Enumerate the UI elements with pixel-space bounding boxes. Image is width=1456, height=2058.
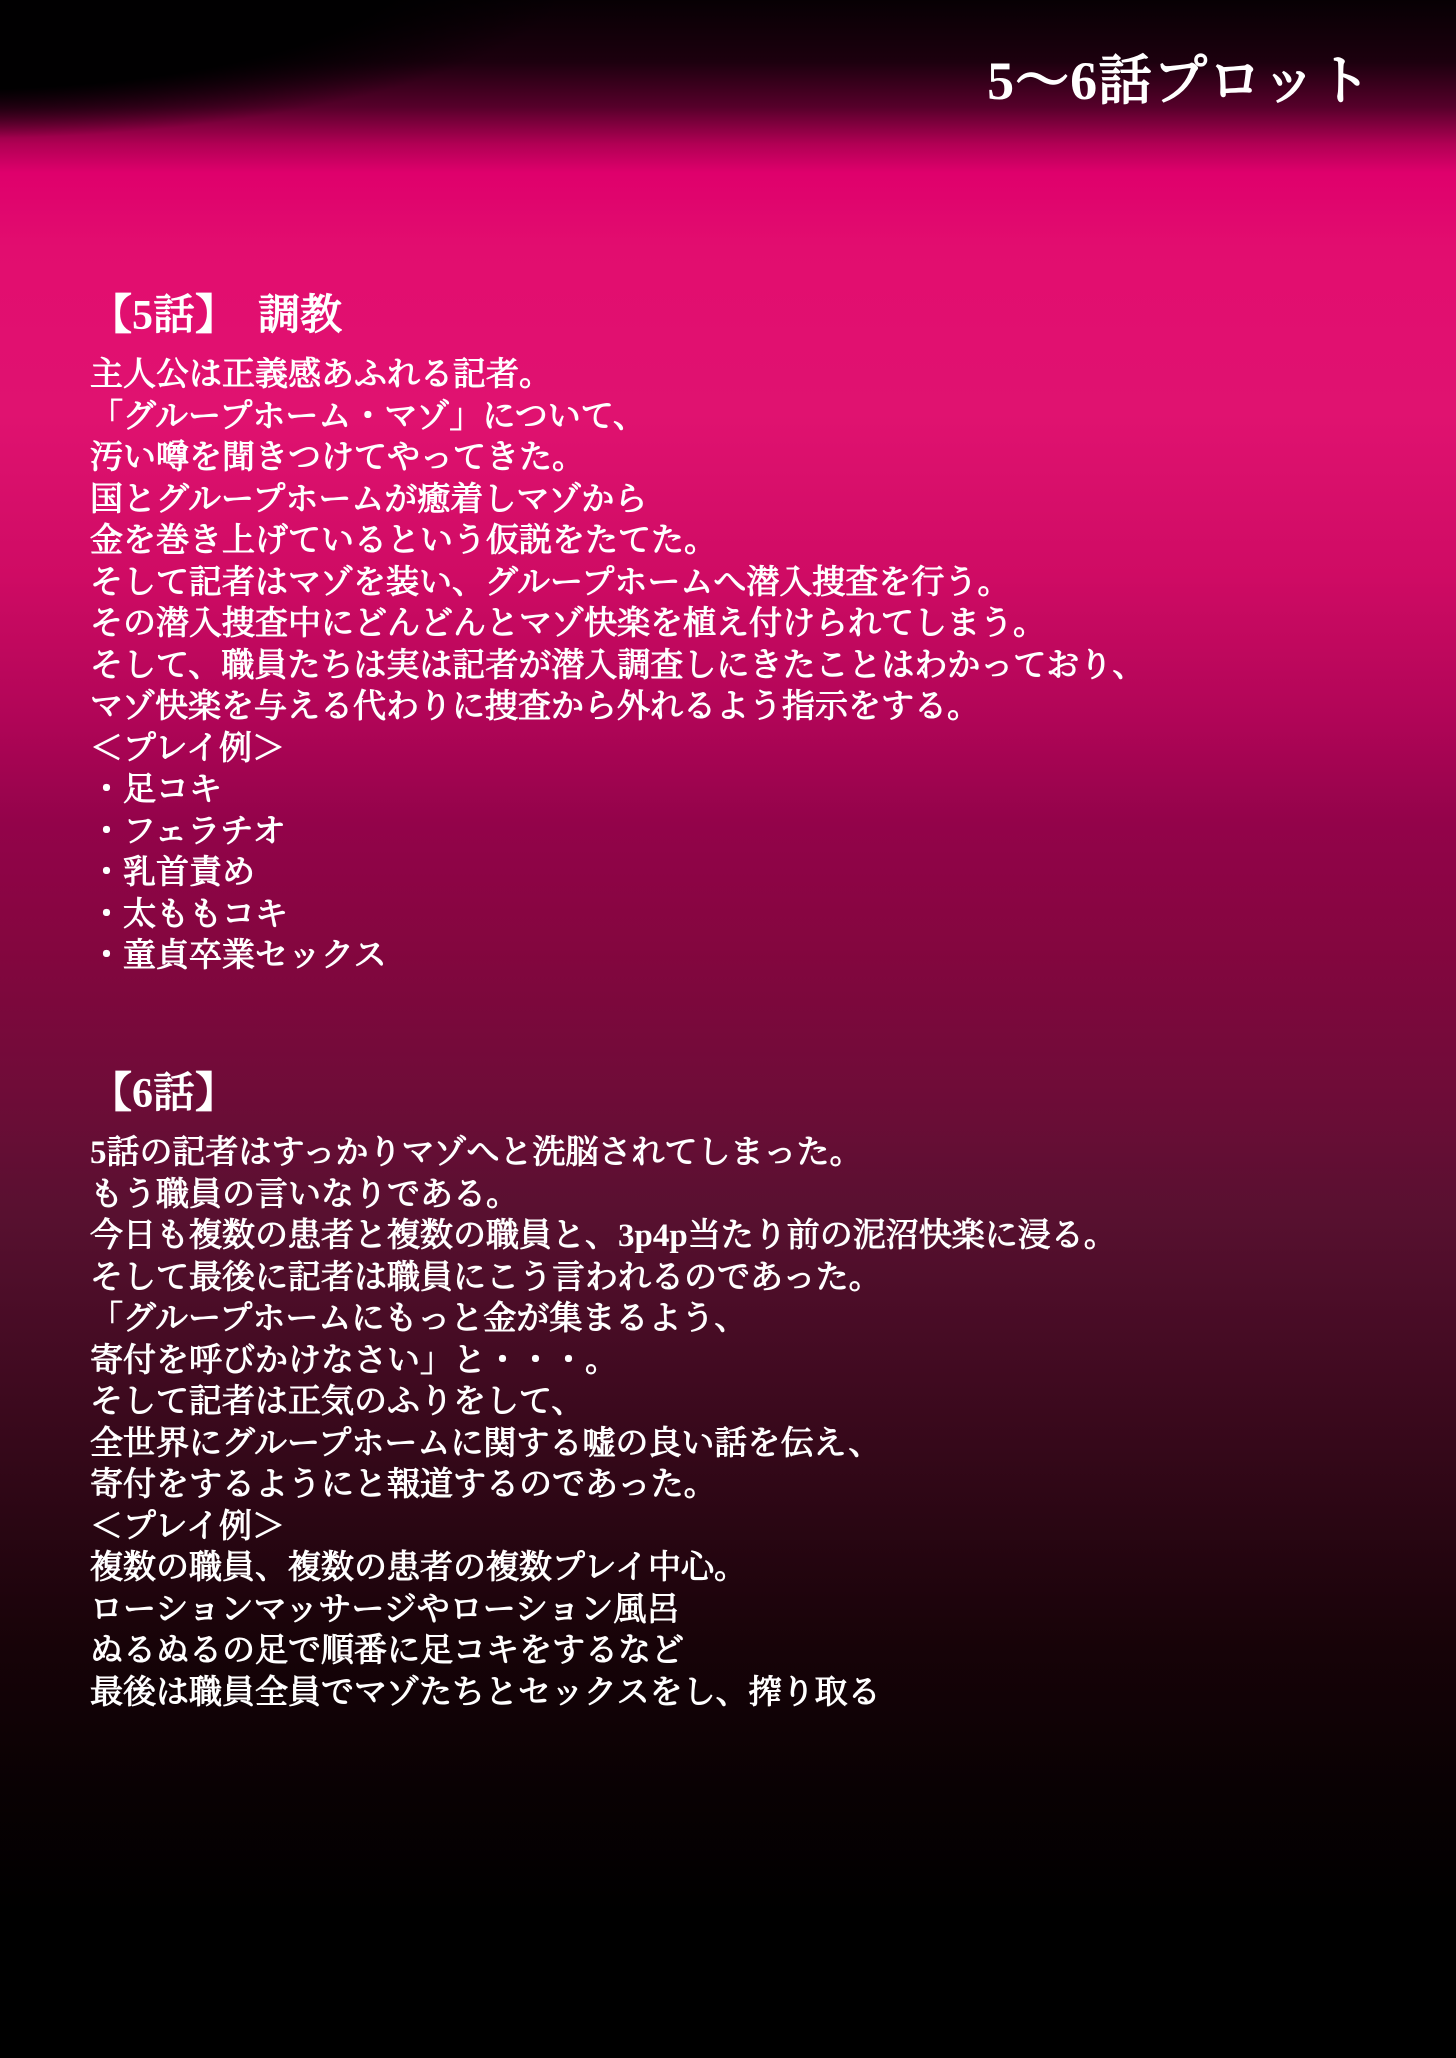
text-line: 国とグループホームが癒着しマゾから <box>90 481 648 518</box>
text-line: 最後は職員全員でマゾたちとセックスをし、搾り取る <box>90 1674 881 1711</box>
text-line: 汚い噂を聞きつけてやってきた。 <box>90 440 585 476</box>
play-example-label: ＜プレイ例＞ <box>90 730 286 767</box>
text-line: そして記者は正気のふりをして、 <box>90 1384 585 1420</box>
text-line: その潜入捜査中にどんどんとマゾ快楽を植え付けられてしまう。 <box>90 606 1047 642</box>
text-line: もう職員の言いなりである。 <box>90 1176 519 1213</box>
list-item: ・足コキ <box>90 772 222 808</box>
text-line: そして記者はマゾを装い、グループホームへ潜入捜査を行う。 <box>90 564 1011 601</box>
text-line: 寄付をするようにと報道するのであった。 <box>90 1467 717 1503</box>
text-line: 「グループホーム・マゾ」について、 <box>90 398 647 435</box>
text-line: 「グループホームにもっと金が集まるよう、 <box>90 1301 748 1337</box>
section-6-heading: 【6話】 <box>90 1071 238 1117</box>
text-line: 複数の職員、複数の患者の複数プレイ中心。 <box>90 1550 748 1586</box>
text-line: そして、職員たちは実は記者が潜入調査しにきたことはわかっており、 <box>90 647 1146 684</box>
text-line: 寄付を呼びかけなさい」と・・・。 <box>90 1342 618 1379</box>
page-title: 5〜6話プロット <box>987 51 1372 111</box>
section-episode-6 <box>90 1068 1117 1714</box>
section-5-heading: 【5話】 調教 <box>90 293 343 339</box>
text-line: そして最後に記者は職員にこう言われるのであった。 <box>90 1259 882 1296</box>
list-item: ・童貞卒業セックス <box>90 938 387 974</box>
text-line: 5話の記者はすっかりマゾへと洗脳されてしまった。 <box>90 1135 863 1171</box>
text-line: 今日も複数の患者と複数の職員と、3p4p当たり前の泥沼快楽に浸る。 <box>90 1218 1117 1254</box>
text-line: 主人公は正義感あふれる記者。 <box>90 357 552 393</box>
text-line: ローションマッサージやローション風呂 <box>90 1591 680 1628</box>
play-example-label: ＜プレイ例＞ <box>90 1508 286 1545</box>
list-item: ・太ももコキ <box>90 896 288 933</box>
text-line: 金を巻き上げているという仮説をたてた。 <box>90 523 717 559</box>
text-line: ぬるぬるの足で順番に足コキをするなど <box>90 1633 684 1669</box>
text-line: 全世界にグループホームに関する嘘の良い話を伝え、 <box>90 1425 882 1462</box>
list-item: ・フェラチオ <box>90 813 286 850</box>
list-item: ・乳首責め <box>90 855 255 891</box>
text-line: マゾ快楽を与える代わりに捜査から外れるよう指示をする。 <box>90 689 981 725</box>
section-episode-5 <box>90 290 1145 978</box>
